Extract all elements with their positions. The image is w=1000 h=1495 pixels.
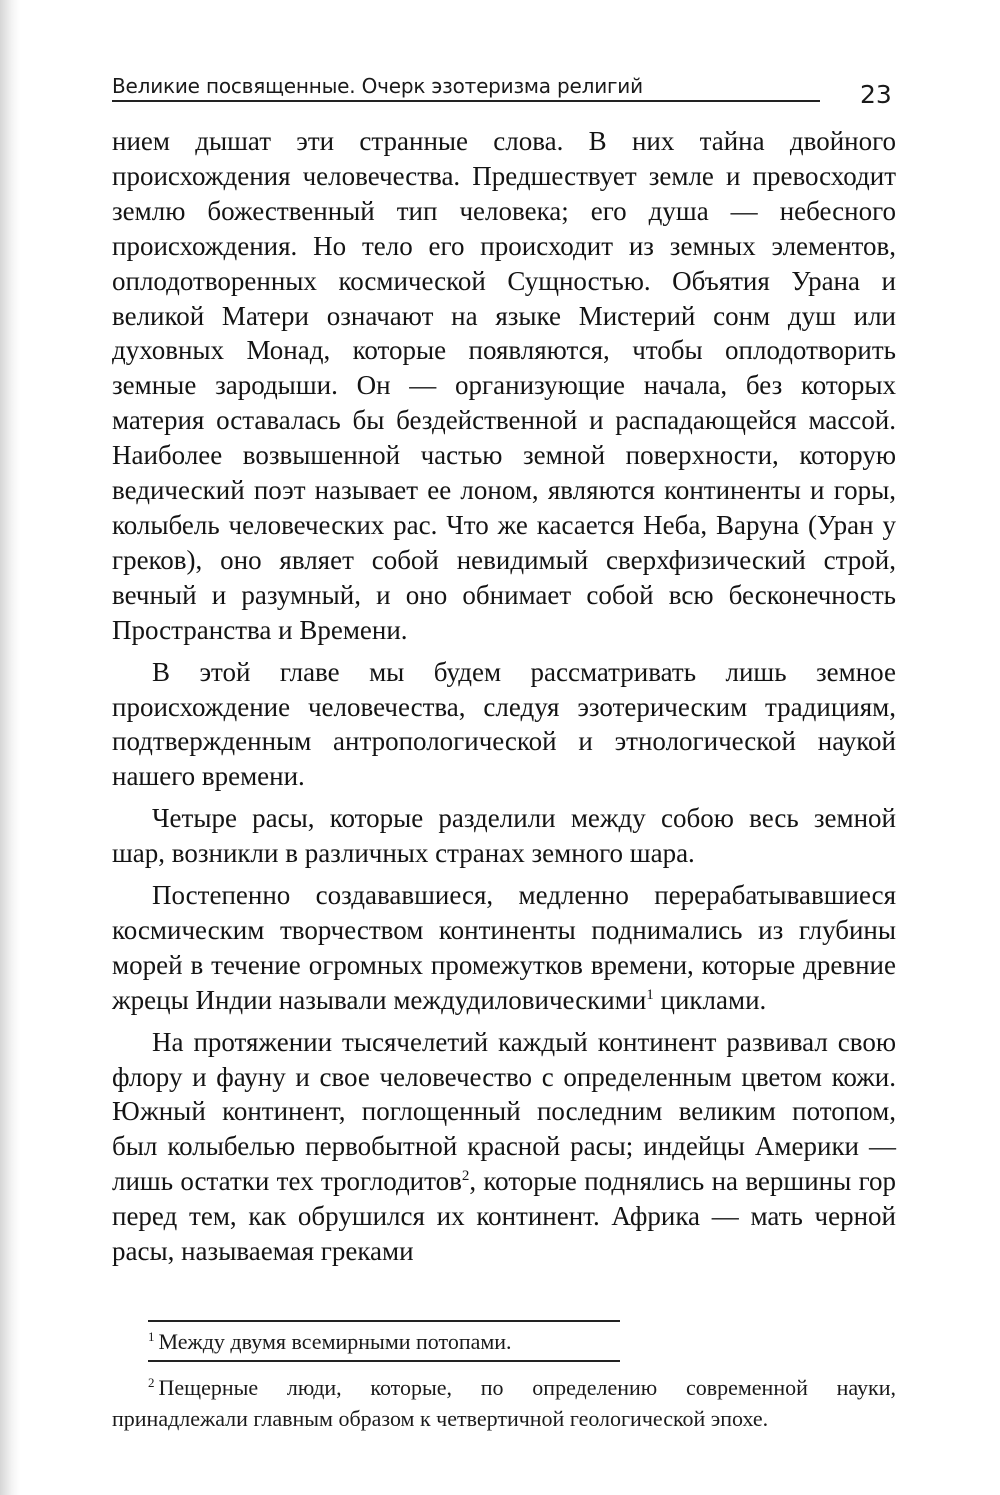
paragraph-1: нием дышат эти странные слова. В них тайна двойного происхождения человечества. Предшествует земле и превосходит землю божественный тип человека; его душа — небесного происхождения. Но тело его происходит из земных элементов, оплодотворенных космической Сущностью. Объятия Урана и великой Матери означают на языке Мистерий сонм душ или духовных Монад, которые появляются, чтобы оплодотворить земные зародыши. Он — организующие начала, без которых материя оставалась бы бездейственной и распадающейся массой. Наиболее возвышенной частью земной поверхности, которую ведический поэт называет ее лоном, являются континенты и горы, колыбель человеческих рас. Что же касается Неба, Варуна (Уран у греков), оно являет собой невидимый сверхфизический строй, вечный и разумный, и оно обнимает собой всю бесконечность Пространства и Времени. [112, 126, 896, 645]
paragraph-4-tail: циклами. [653, 984, 767, 1015]
running-title: Великие посвященные. Очерк эзотеризма религий [112, 74, 643, 98]
paragraph-4 [112, 878, 896, 1018]
footnote-2-text: Пещерные люди, которые, по определению современной науки, принадлежали главным образом к четвертичной геологической эпохе. [112, 1375, 896, 1431]
paragraph-3: Четыре расы, которые разделили между собою весь земной шар, возникли в различных странах земного шара. [112, 803, 896, 869]
footnote-separator [148, 1320, 620, 1322]
footnote-ref-2[interactable]: 2 [461, 1168, 470, 1185]
paragraph-5-text: На протяжении тысячелетий каждый континент развивал свою флору и фауну и свое человечество с определенным цветом кожи. Южный континент, поглощенный последним великим потопом, был колыбелью первобытной красной расы; индейцы Америки — лишь остатки тех троглодитов [112, 1026, 896, 1197]
footnote-underline [148, 1360, 620, 1362]
footnote-1-mark: 1 [148, 1328, 155, 1344]
footnote-1-text: Между двумя всемирными потопами. [158, 1329, 512, 1354]
paragraph-2: В этой главе мы будем рассматривать лишь земное происхождение человечества, следуя эзотерическим традициям, подтвержденным антропологической и этнологической наукой нашего времени. [112, 656, 896, 792]
footnote-ref-1[interactable]: 1 [646, 986, 654, 1003]
paragraph-4-text: Постепенно создававшиеся, медленно перерабатывавшиеся космическим творчеством континенты поднимались из глубины морей в течение огромных промежутков времени, которые древние жрецы Индии называли междудиловическими [112, 880, 896, 1015]
paragraph-5-tail: , которые поднялись на вершины гор перед тем, как обрушился их континент. Африка — мать черной расы, называемая греками [112, 1166, 896, 1267]
page-number: 23 [860, 80, 892, 109]
running-head [112, 74, 820, 102]
footnote-2-mark: 2 [148, 1374, 155, 1390]
page-gutter-shadow [0, 0, 20, 1495]
footnote-2 [112, 1372, 896, 1434]
body-text [112, 124, 896, 1269]
footnote-1 [112, 1326, 896, 1357]
paragraph-5 [112, 1025, 896, 1269]
